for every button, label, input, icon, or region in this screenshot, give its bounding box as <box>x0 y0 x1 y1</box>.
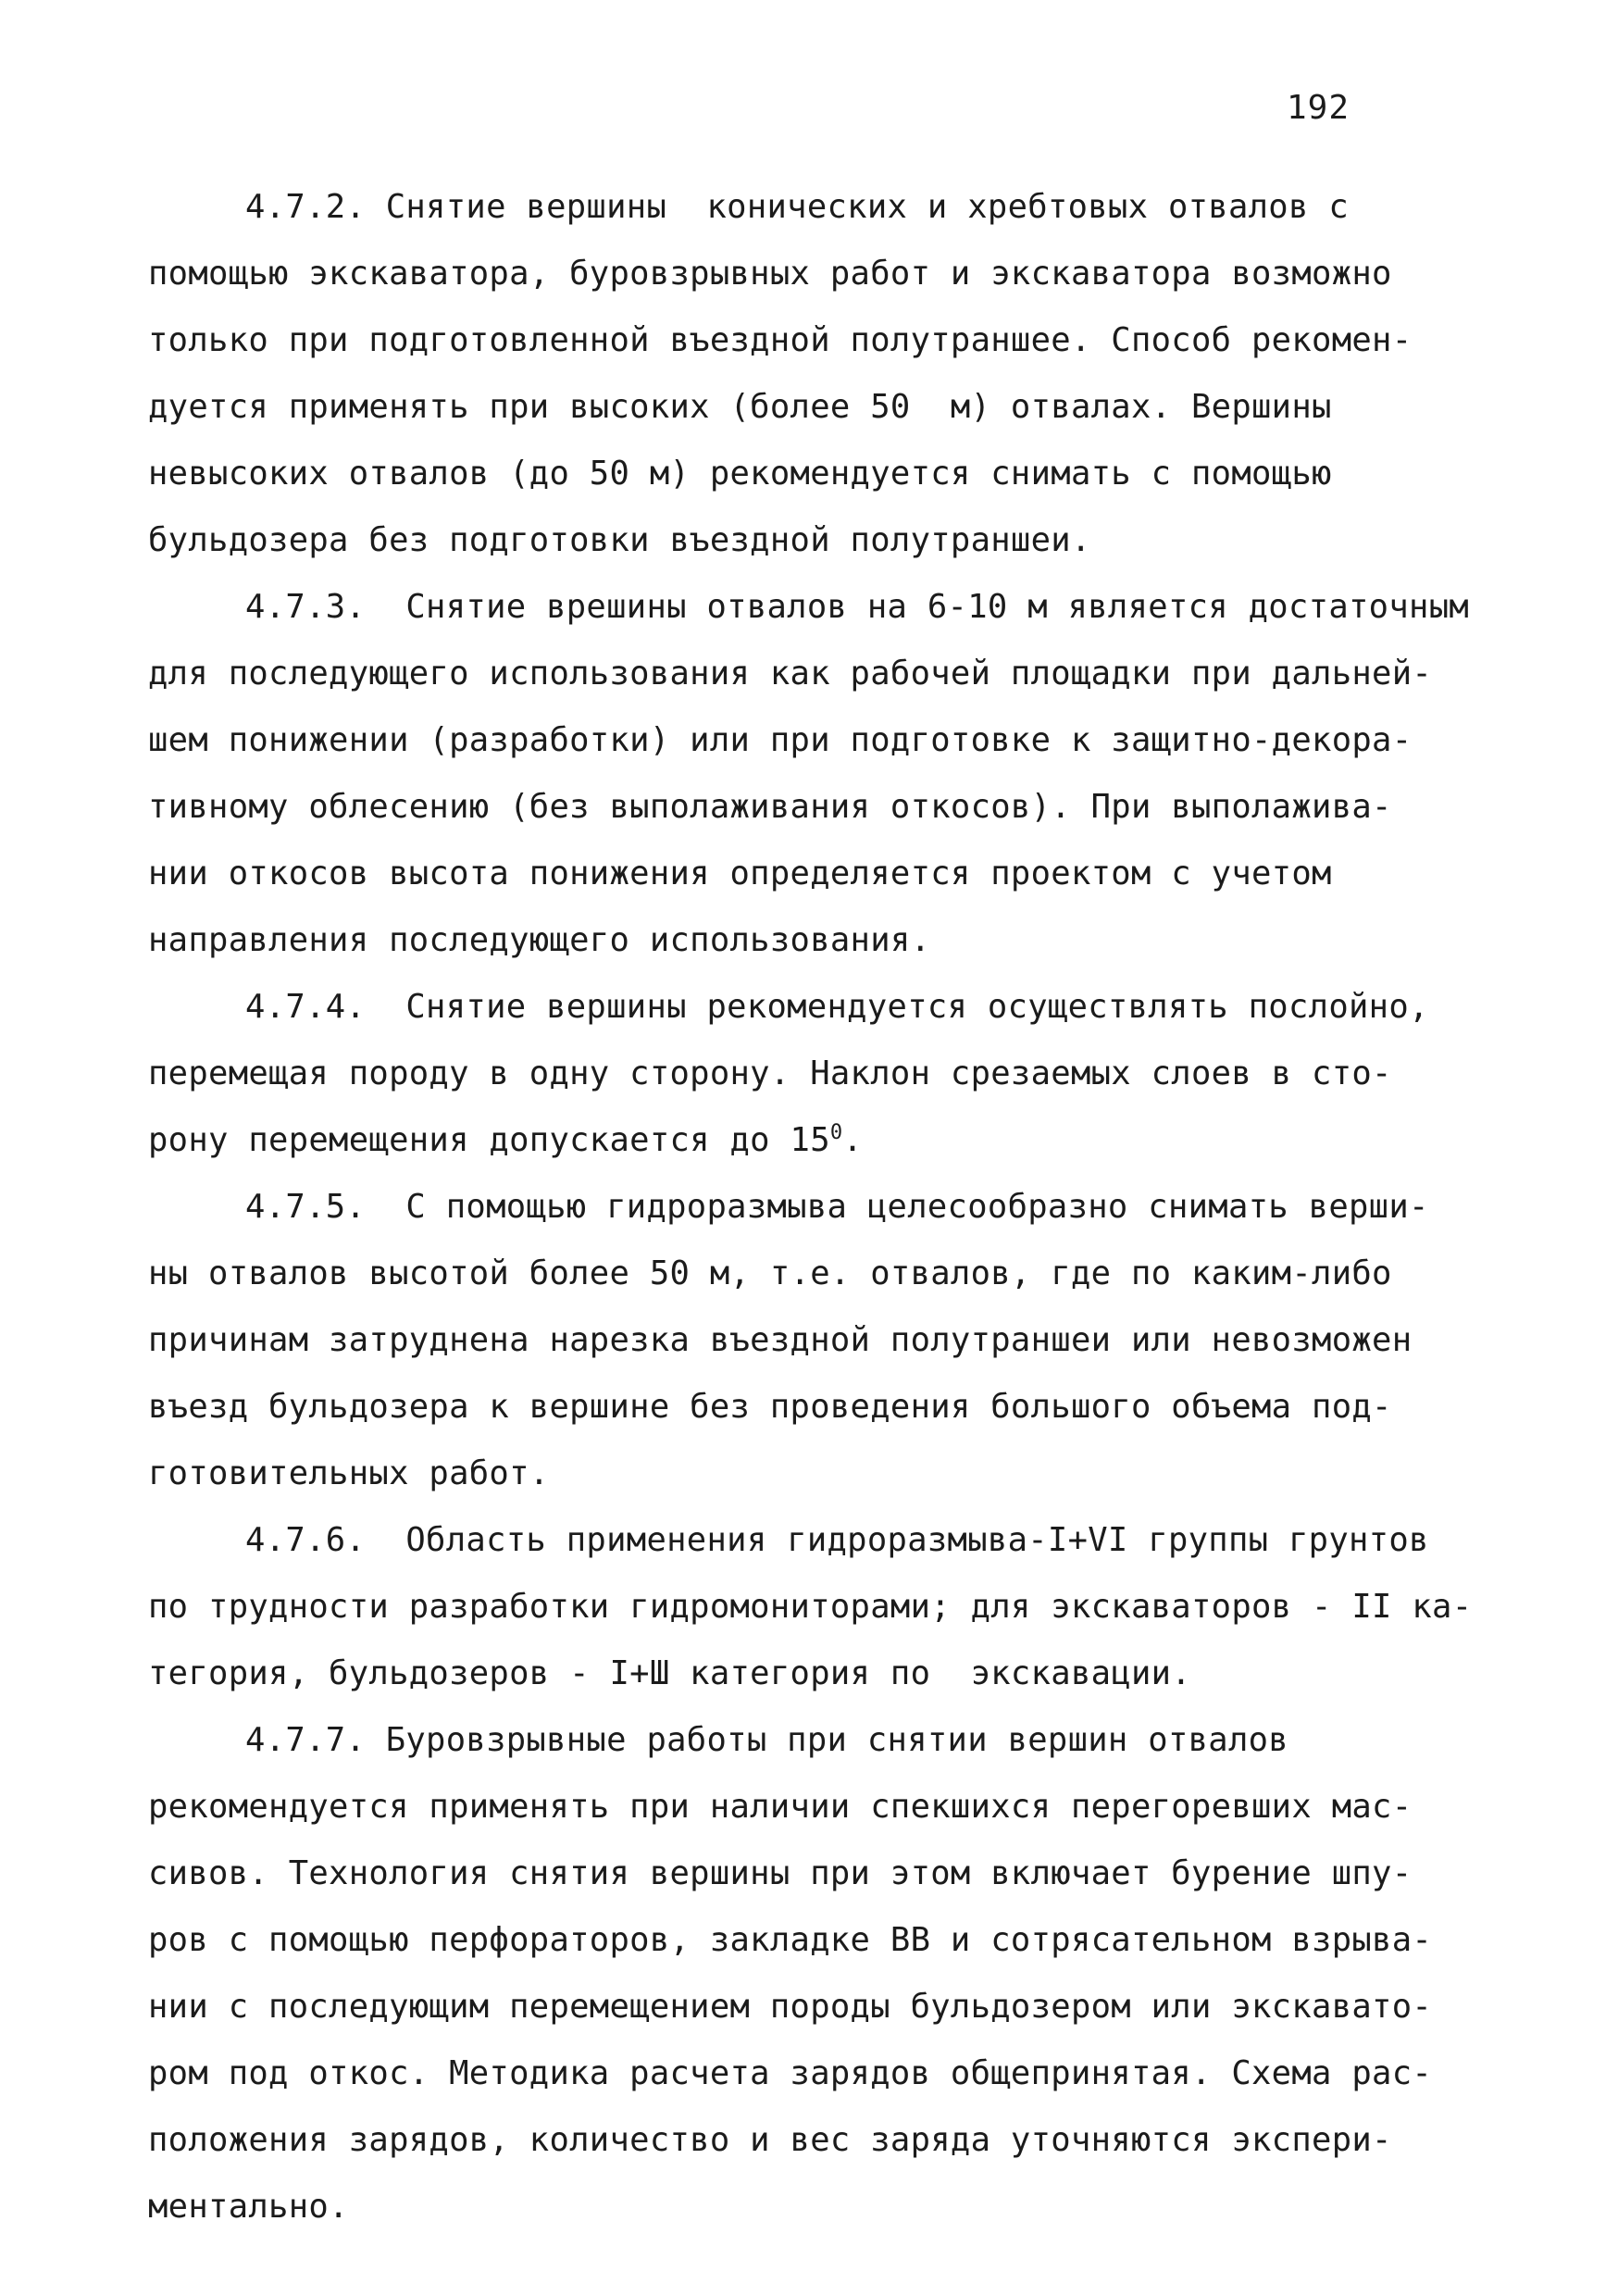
text-line: 4.7.5. С помощью гидроразмыва целесообразно снимать верши- <box>245 1188 1429 1226</box>
text-line: въезд бульдозера к вершине без проведения большого объема под- <box>148 1388 1392 1426</box>
text-line: бульдозера без подготовки въездной полутраншеи. <box>148 521 1091 559</box>
paragraph-4-7-5 <box>148 1174 1490 1507</box>
text-line: по трудности разработки гидромониторами; для экскаваторов - II ка- <box>148 1588 1473 1626</box>
paragraph-4-7-3 <box>148 574 1490 974</box>
text-line: шем понижении (разработки) или при подготовке к защитно-декора- <box>148 721 1413 759</box>
document-body <box>148 174 1490 2240</box>
text-line-with-superscript <box>148 1107 1490 1174</box>
text-line: только при подготовленной въездной полутраншее. Способ рекомен- <box>148 321 1413 359</box>
text-line: для последующего использования как рабочей площадки при дальней- <box>148 655 1433 693</box>
text-fragment: . <box>842 1121 864 1159</box>
text-line: сивов. Технология снятия вершины при этом включает бурение шпу- <box>148 1854 1413 1892</box>
paragraph-4-7-2 <box>148 174 1490 574</box>
page-number: 192 <box>1287 89 1350 127</box>
text-line: 4.7.7. Буровзрывные работы при снятии вершин отвалов <box>245 1721 1288 1759</box>
text-line: нии с последующим перемещением породы бульдозером или экскавато- <box>148 1988 1433 2026</box>
text-line: тивному облесению (без выполаживания откосов). При выполажива- <box>148 788 1392 826</box>
text-line: 4.7.2. Снятие вершины конических и хребтовых отвалов с <box>245 188 1350 226</box>
text-fragment: рону перемещения допускается до 15 <box>148 1121 830 1159</box>
text-line: ны отвалов высотой более 50 м, т.е. отвалов, где по каким-либо <box>148 1254 1392 1292</box>
paragraph-4-7-6 <box>148 1507 1490 1707</box>
text-line: 4.7.3. Снятие врешины отвалов на 6-10 м является достаточным <box>245 588 1470 626</box>
text-line: направления последующего использования. <box>148 921 931 959</box>
paragraph-4-7-4 <box>148 974 1490 1174</box>
text-line: тегория, бульдозеров - I+Ш категория по экскавации. <box>148 1654 1191 1692</box>
text-line: перемещая породу в одну сторону. Наклон срезаемых слоев в сто- <box>148 1054 1392 1092</box>
text-line: нии откосов высота понижения определяется проектом с учетом <box>148 855 1332 892</box>
text-line: рекомендуется применять при наличии спекшихся перегоревших мас- <box>148 1788 1413 1826</box>
text-line: ром под откос. Методика расчета зарядов общепринятая. Схема рас- <box>148 2054 1433 2092</box>
text-line: 4.7.6. Область применения гидроразмыва-I+VI группы грунтов <box>245 1521 1429 1559</box>
text-line: положения зарядов, количество и вес заряда уточняются экспери- <box>148 2121 1392 2159</box>
text-line: дуется применять при высоких (более 50 м) отвалах. Вершины <box>148 388 1332 426</box>
degree-superscript: 0 <box>829 1121 843 1145</box>
text-line: ров с помощью перфораторов, закладке ВВ и сотрясательном взрыва- <box>148 1921 1433 1959</box>
text-line: 4.7.4. Снятие вершины рекомендуется осуществлять послойно, <box>245 988 1429 1026</box>
text-line: причинам затруднена нарезка въездной полутраншеи или невозможен <box>148 1321 1413 1359</box>
text-line: готовительных работ. <box>148 1454 550 1492</box>
text-line: невысоких отвалов (до 50 м) рекомендуется снимать с помощью <box>148 455 1332 493</box>
text-line: ментально. <box>148 2188 349 2226</box>
text-line: помощью экскаватора, буровзрывных работ и экскаватора возможно <box>148 255 1392 293</box>
paragraph-4-7-7 <box>148 1707 1490 2240</box>
